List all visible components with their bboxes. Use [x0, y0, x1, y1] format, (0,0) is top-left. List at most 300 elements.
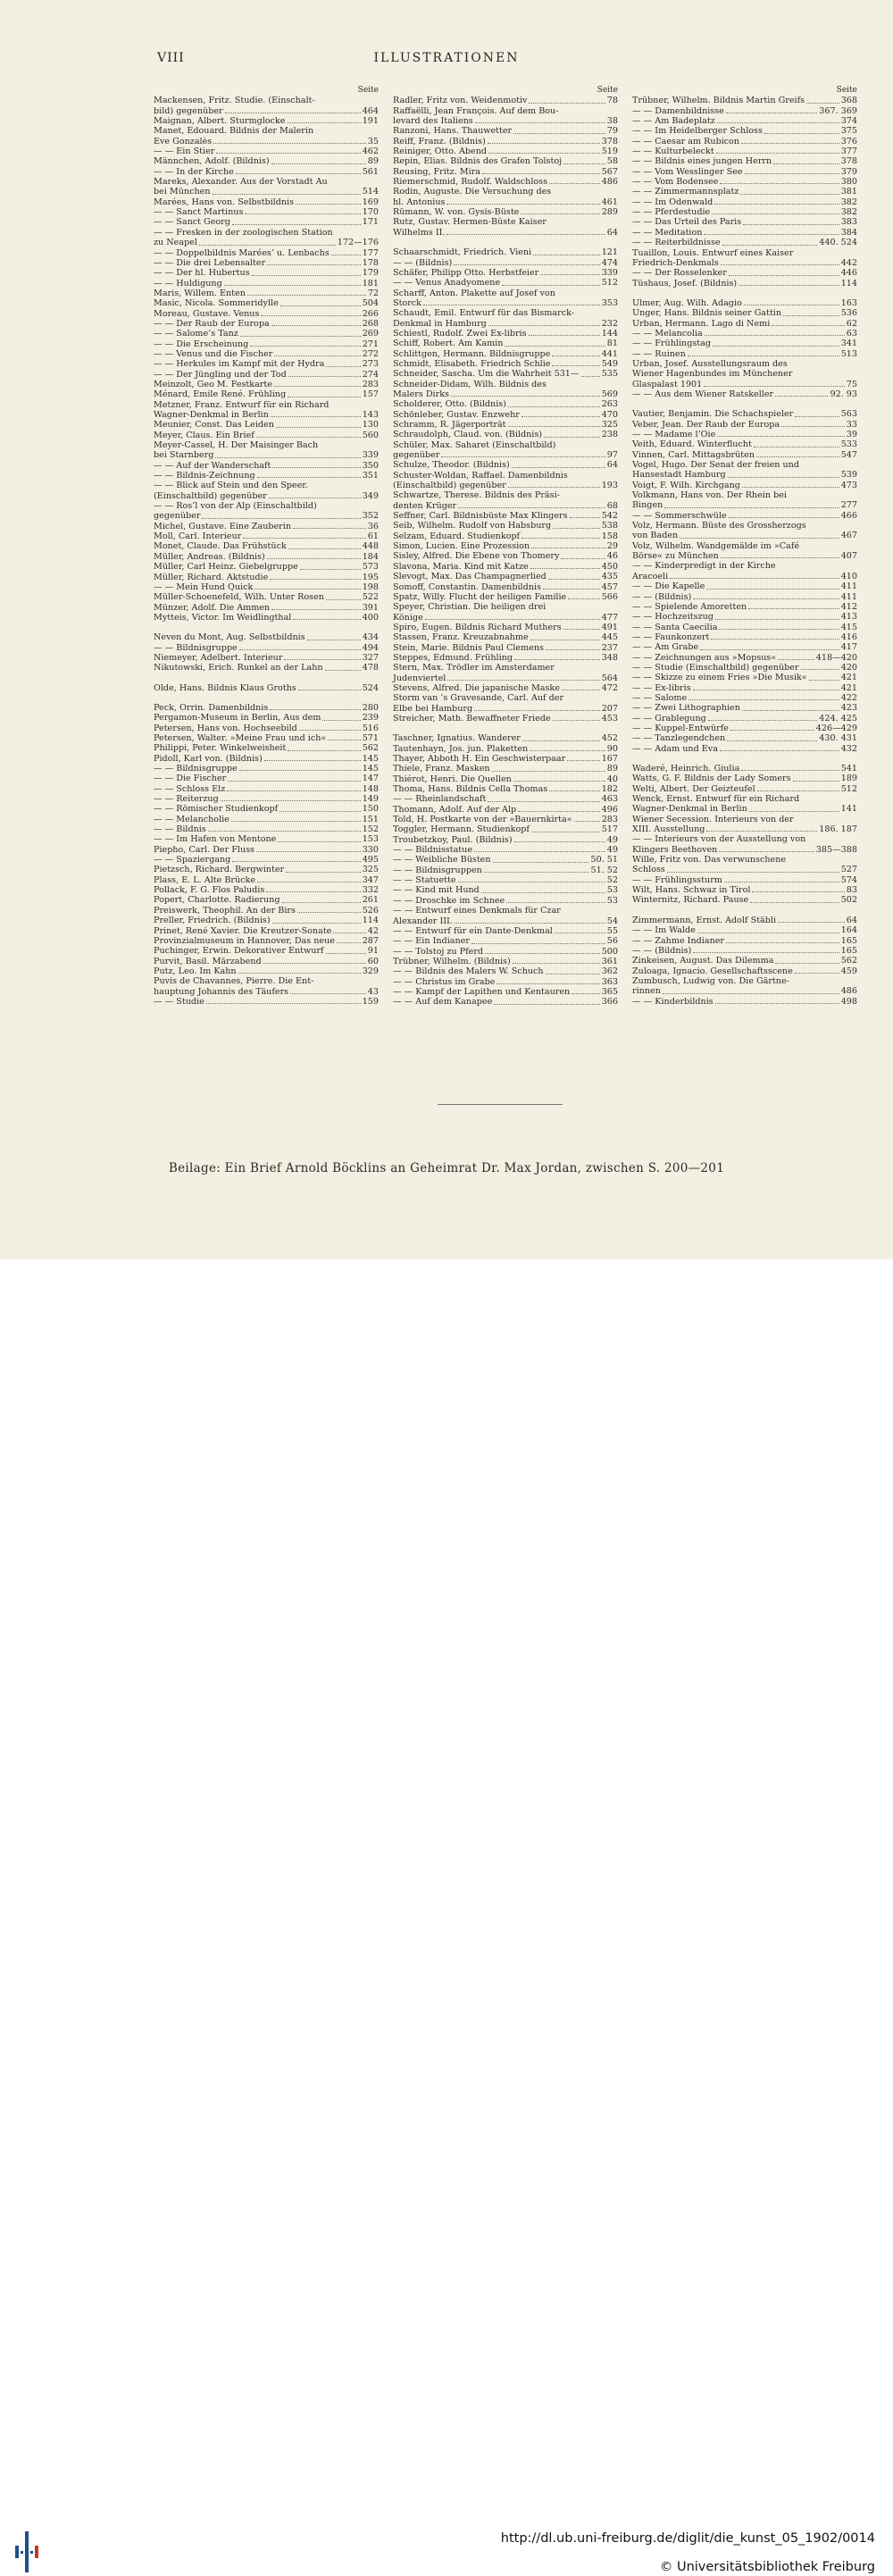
index-entry: [393, 521, 618, 531]
index-entry: [154, 794, 379, 804]
index-entry: [154, 531, 379, 541]
entry-page: 491: [601, 622, 618, 632]
entry-page: 280: [362, 702, 379, 713]
section-gap: [154, 693, 379, 703]
index-entry: [154, 268, 379, 278]
entry-title: — — Bildnis des Malers W. Schuch: [393, 966, 544, 977]
entry-title: hl. Antonius: [393, 197, 446, 207]
index-entry: [393, 369, 618, 379]
entry-title: Schmidt, Elisabeth. Friedrich Schlie: [393, 358, 551, 369]
entry-title: Storck: [393, 297, 421, 308]
leader-dots: [502, 285, 600, 286]
entry-title: von Baden: [632, 531, 679, 541]
entry-page: 526: [362, 905, 379, 916]
index-entry: [393, 177, 618, 187]
entry-page: 363: [601, 976, 618, 987]
entry-page: 261: [362, 895, 379, 906]
index-entry: [632, 197, 857, 207]
leader-dots: [425, 619, 600, 620]
leader-dots: [494, 1004, 599, 1005]
entry-page: 263: [601, 399, 618, 410]
entry-page: 89: [367, 156, 379, 167]
leader-dots: [482, 173, 600, 174]
library-logo-icon: [13, 2528, 40, 2576]
index-entry: [393, 875, 618, 885]
entry-page: 462: [362, 146, 379, 157]
entry-title: — — Spaziergang: [154, 855, 231, 866]
entry-title: Wilhelms II.: [393, 227, 446, 238]
entry-title: — — Ein Indianer: [393, 936, 470, 947]
leader-dots: [705, 335, 845, 336]
entry-title: Thoma, Hans. Bildnis Cella Thomas: [393, 784, 548, 795]
entry-title: — — (Bildnis): [632, 591, 692, 602]
entry-page: 426—429: [815, 723, 857, 733]
entry-page: 145: [362, 764, 379, 774]
entry-title: — — Vom Wesslinger See: [632, 166, 743, 177]
entry-page: 411: [840, 591, 857, 602]
entry-title: — — Venus und die Fischer: [154, 348, 273, 359]
index-entry: [632, 481, 857, 490]
entry-title: Volkmann, Hans von. Der Rhein bei: [632, 490, 787, 501]
entry-title: — — Hochzeitszug: [632, 612, 714, 623]
entry-title: rinnen: [632, 986, 661, 997]
index-entry: [154, 400, 379, 410]
entry-title: Popert, Charlotte. Radierung: [154, 895, 280, 906]
entry-title: — — In der Kirche: [154, 166, 234, 177]
entry-title: — — Aus dem Wiener Ratskeller: [632, 389, 774, 399]
index-entry: [632, 936, 857, 946]
entry-title: Wille, Fritz von. Das verwunschene: [632, 855, 787, 866]
entry-page: 54: [606, 916, 618, 926]
entry-page: 164: [840, 925, 857, 936]
leader-dots: [238, 973, 361, 974]
leader-dots: [284, 659, 360, 660]
page-title: ILLUSTRATIONEN: [373, 51, 520, 65]
leader-dots: [488, 325, 600, 326]
leader-dots: [783, 315, 839, 316]
leader-dots: [288, 548, 361, 549]
entry-page: 92. 93: [830, 389, 857, 399]
entry-page: 151: [362, 814, 379, 824]
entry-title: Taschner, Ignatius. Wanderer: [393, 733, 521, 744]
entry-page: 64: [606, 227, 618, 238]
source-url[interactable]: http://dl.ub.uni-freiburg.de/diglit/die_kunst_05_1902/0014: [500, 2531, 875, 2546]
entry-title: Repin, Elias. Bildnis des Grafen Tolstoj: [393, 156, 563, 167]
entry-title: — — Spielende Amoretten: [632, 601, 747, 612]
entry-title: — — Sommerschwüle: [632, 510, 727, 521]
entry-page: 375: [840, 126, 857, 137]
index-entry: [632, 116, 857, 126]
entry-page: 377: [840, 146, 857, 157]
leader-dots: [506, 902, 605, 903]
entry-title: — — Entwurf eines Denkmals für Czar: [393, 906, 561, 916]
section-gap: [632, 754, 857, 764]
index-entry: [632, 359, 857, 369]
divider-rule: [438, 1104, 563, 1105]
entry-page: 561: [362, 166, 379, 177]
index-entry: [154, 885, 379, 895]
entry-page: 272: [362, 348, 379, 359]
index-entry: [154, 764, 379, 774]
entry-title: — — Ros’l von der Alp (Einschaltbild): [154, 501, 317, 512]
entry-title: — — Der Jüngling und der Tod: [154, 369, 287, 380]
entry-page: 63: [846, 328, 857, 339]
leader-dots: [216, 153, 360, 154]
entry-title: — — Adam und Eva: [632, 743, 718, 754]
entry-title: Schiff, Robert. Am Kamin: [393, 339, 504, 349]
entry-page: 379: [840, 166, 857, 177]
entry-title: — — Auf der Wanderschaft: [154, 460, 271, 471]
index-entry: [154, 126, 379, 136]
entry-title: Glaspalast 1901: [632, 379, 703, 389]
index-entry: [632, 925, 857, 935]
entry-page: 232: [601, 318, 618, 329]
entry-page: 38: [606, 116, 618, 127]
entry-title: Judenviertel: [393, 673, 446, 683]
entry-title: Scholderer, Otto. (Bildnis): [393, 399, 506, 410]
entry-title: — — Zimmermannsplatz: [632, 187, 739, 197]
index-entry: [632, 703, 857, 713]
leader-dots: [271, 609, 360, 610]
entry-page: 376: [840, 136, 857, 146]
entry-page: 90: [606, 743, 618, 754]
entry-title: Moreau, Gustave. Venus: [154, 308, 260, 319]
index-entry: [393, 278, 618, 288]
entry-page: 53: [606, 885, 618, 896]
entry-page: 177: [362, 247, 379, 258]
entry-page: 191: [362, 116, 379, 127]
entry-page: 542: [601, 511, 618, 522]
index-entry: [154, 997, 379, 1007]
entry-title: bild) gegenüber: [154, 105, 223, 116]
copyright-notice: © Universitätsbibliothek Freiburg: [659, 2560, 875, 2574]
leader-dots: [739, 285, 839, 286]
entry-page: 496: [601, 804, 618, 815]
leader-dots: [508, 487, 600, 488]
leader-dots: [213, 143, 366, 144]
entry-title: Zinkeisen, August. Das Dilemma: [632, 956, 774, 966]
entry-title: — — Im Walde: [632, 925, 696, 936]
entry-page: 421: [840, 673, 857, 683]
entry-title: — — Bildnisgruppe: [154, 764, 238, 774]
leader-dots: [261, 315, 360, 316]
entry-page: 494: [362, 642, 379, 653]
entry-title: Schuster-Woldan, Raffael. Damenbildnis: [393, 470, 568, 481]
entry-page: 418—420: [815, 652, 857, 663]
entry-page: 446: [840, 268, 857, 279]
entry-page: 517: [601, 824, 618, 835]
entry-title: Selzam, Eduard. Studienkopf: [393, 531, 521, 541]
entry-title: Friedrich-Denkmals: [632, 257, 719, 268]
entry-title: Petersen, Hans von. Hochseebild: [154, 723, 297, 733]
index-entry: [154, 431, 379, 440]
index-entry: [632, 997, 857, 1007]
leader-dots: [778, 659, 814, 660]
index-entry: [632, 279, 857, 289]
leader-dots: [325, 670, 361, 671]
entry-page: 266: [362, 308, 379, 319]
index-entry: [632, 723, 857, 733]
entry-title: Reusing, Fritz. Mira: [393, 166, 481, 177]
index-entry: [393, 420, 618, 430]
index-entry: [393, 319, 618, 329]
leader-dots: [446, 234, 605, 235]
leader-dots: [286, 872, 361, 873]
entry-page: 97: [606, 450, 618, 461]
entry-title: — — Weibliche Büsten: [393, 855, 491, 866]
entry-page: 179: [362, 268, 379, 279]
entry-title: Rutz, Gustav. Hermen-Büste Kaiser: [393, 217, 547, 228]
index-entry: [393, 855, 618, 865]
entry-page: 519: [601, 146, 618, 157]
entry-page: 569: [601, 389, 618, 399]
entry-title: — — Madame l’Oie: [632, 430, 716, 439]
entry-title: Puchinger, Erwin. Dekorativer Entwurf: [154, 946, 324, 957]
index-entry: [393, 794, 618, 804]
index-entry: [154, 723, 379, 733]
index-entry: [632, 146, 857, 156]
index-entry: [154, 865, 379, 874]
leader-dots: [716, 153, 839, 154]
leader-dots: [714, 204, 839, 205]
entry-title: — — Ex-libris: [632, 682, 691, 693]
entry-page: 407: [840, 551, 857, 562]
entry-page: 114: [840, 278, 857, 289]
index-entry: [393, 217, 618, 227]
index-entry: [154, 946, 379, 956]
entry-title: Volz, Hermann. Büste des Grossherzogs: [632, 521, 806, 531]
entry-page: 385—388: [815, 844, 857, 855]
leader-dots: [337, 942, 361, 943]
leader-dots: [720, 183, 839, 184]
leader-dots: [713, 346, 839, 347]
entry-title: Slavona, Maria. Kind mit Katze: [393, 561, 529, 572]
entry-page: 434: [362, 632, 379, 643]
index-entry: [154, 309, 379, 319]
entry-page: 549: [601, 358, 618, 369]
entry-page: 533: [840, 439, 857, 450]
index-entry: [393, 268, 618, 278]
entry-title: Raffaëlli, Jean François. Auf dem Bou-: [393, 105, 559, 116]
index-entry: [154, 349, 379, 359]
index-entry: [154, 410, 379, 420]
entry-page: 238: [601, 430, 618, 440]
index-entry: [393, 308, 618, 318]
leader-dots: [513, 963, 600, 964]
leader-dots: [809, 680, 839, 681]
leader-dots: [572, 993, 599, 994]
leader-dots: [728, 477, 839, 478]
index-entry: [632, 632, 857, 642]
leader-dots: [488, 801, 599, 802]
entry-page: 339: [362, 450, 379, 461]
entry-page: 365: [601, 986, 618, 997]
entry-title: — — Droschke im Schnee: [393, 895, 505, 906]
leader-dots: [726, 942, 839, 943]
entry-page: 325: [601, 420, 618, 430]
entry-page: 274: [362, 369, 379, 380]
entry-title: Reiniger, Otto. Abend: [393, 146, 488, 157]
entry-page: 165: [840, 945, 857, 956]
entry-page: 50. 51: [590, 855, 618, 866]
entry-page: 72: [367, 288, 379, 298]
entry-title: Preller, Friedrich. (Bildnis): [154, 916, 271, 926]
entry-page: 477: [601, 612, 618, 623]
index-entry: [393, 916, 618, 926]
entry-page: 473: [840, 480, 857, 490]
entry-page: 466: [840, 510, 857, 521]
index-entry: [154, 116, 379, 126]
entry-page: 567: [601, 166, 618, 177]
entry-page: 237: [601, 642, 618, 653]
entry-page: 79: [606, 126, 618, 137]
entry-title: — — Huldigung: [154, 278, 222, 289]
entry-page: 416: [840, 631, 857, 642]
leader-dots: [488, 143, 600, 144]
entry-title: — — Interieurs von der Ausstellung von: [632, 834, 806, 845]
entry-title: Peck, Orrin. Damenbildnis: [154, 702, 269, 713]
index-entry: [154, 855, 379, 865]
entry-page: 42: [367, 925, 379, 936]
leader-dots: [446, 204, 599, 205]
leader-dots: [521, 213, 599, 214]
entry-title: Sisley, Alfred. Die Ebene von Thomery: [393, 551, 560, 562]
leader-dots: [711, 639, 839, 640]
index-entry: [393, 653, 618, 663]
entry-title: Schraudolph, Claud. von. (Bildnis): [393, 430, 543, 440]
leader-dots: [227, 790, 360, 791]
entry-title: Schulze, Theodor. (Bildnis): [393, 460, 510, 471]
entry-title: Pergamon-Museum in Berlin, Aus dem: [154, 713, 321, 723]
leader-dots: [518, 811, 600, 812]
index-entry: [632, 369, 857, 379]
index-entry: [393, 643, 618, 653]
index-entry: [154, 217, 379, 227]
leader-dots: [274, 355, 360, 356]
index-entry: [393, 673, 618, 683]
index-entry: [393, 733, 618, 743]
entry-title: Welti, Albert. Der Geizteufel: [632, 783, 755, 794]
entry-title: Piepho, Carl. Der Fluss: [154, 844, 255, 855]
entry-page: 382: [840, 207, 857, 218]
leader-dots: [772, 325, 845, 326]
index-entry: [154, 834, 379, 844]
entry-title: Zimmermann, Ernst. Adolf Stäbli: [632, 915, 777, 925]
index-entry: [632, 248, 857, 258]
entry-title: Schönleber, Gustav. Enzwehr: [393, 409, 520, 420]
entry-title: Maris, Willem. Enten: [154, 288, 246, 298]
entry-title: Manet, Edouard. Bildnis der Malerin: [154, 126, 314, 137]
index-entry: [632, 126, 857, 136]
index-entry: [393, 835, 618, 845]
leader-dots: [485, 953, 600, 954]
leader-dots: [250, 346, 360, 347]
leader-dots: [441, 456, 605, 457]
leader-dots: [727, 740, 817, 741]
leader-dots: [508, 406, 600, 407]
entry-page: 36: [367, 521, 379, 531]
entry-page: 332: [362, 885, 379, 896]
entry-page: 352: [362, 511, 379, 522]
index-entry: [154, 197, 379, 207]
entry-page: 171: [362, 217, 379, 228]
entry-title: — — Bildnis eines jungen Herrn: [632, 156, 772, 167]
entry-title: (Einschaltbild) gegenüber: [154, 490, 267, 501]
index-entry: [393, 247, 618, 257]
leader-dots: [271, 416, 361, 417]
entry-title: Urban, Hermann. Lago di Nemi: [632, 318, 771, 329]
entry-page: 566: [601, 591, 618, 602]
entry-page: 562: [362, 743, 379, 754]
entry-page: 368: [840, 96, 857, 106]
index-entry: [393, 764, 618, 774]
index-entry: [154, 298, 379, 308]
entry-page: 143: [362, 410, 379, 420]
leader-dots: [280, 305, 361, 306]
entry-title: Preiswerk, Theophil. An der Birs: [154, 905, 296, 916]
entry-page: 452: [601, 733, 618, 744]
index-entry: [154, 824, 379, 834]
index-entry: [154, 815, 379, 824]
entry-page: 415: [840, 622, 857, 632]
entry-title: — — Sanct Martinus: [154, 207, 244, 218]
entry-page: 75: [846, 379, 857, 389]
entry-title: — — Doppelbildnis Marées’ u. Lenbachs: [154, 247, 330, 258]
index-entry: [154, 359, 379, 369]
entry-title: — — Auf dem Kanapee: [393, 997, 493, 1008]
index-entry: [632, 541, 857, 551]
leader-dots: [213, 194, 361, 195]
index-entry: [393, 926, 618, 936]
entry-title: Urban, Josef. Ausstellungsraum des: [632, 358, 788, 369]
entry-title: — — Das Urteil des Paris: [632, 217, 742, 228]
entry-title: Monet, Claude. Das Frühstück: [154, 541, 287, 552]
leader-dots: [748, 608, 839, 609]
entry-title: Könige: [393, 612, 423, 623]
leader-dots: [568, 598, 599, 599]
entry-page: 130: [362, 420, 379, 431]
index-entry: [154, 895, 379, 905]
entry-title: Moll, Carl. Interieur: [154, 531, 242, 542]
index-entry: [393, 167, 618, 177]
entry-page: 539: [840, 470, 857, 481]
index-entry: [154, 936, 379, 946]
entry-page: 29: [606, 541, 618, 552]
index-entry: [632, 784, 857, 794]
entry-title: Maignan, Albert. Sturmglocke: [154, 116, 286, 127]
entry-title: — — Am Badeplatz: [632, 116, 715, 127]
index-entry: [154, 187, 379, 197]
entry-page: 273: [362, 359, 379, 370]
entry-page: 150: [362, 804, 379, 815]
entry-title: Pidoll, Karl von. (Bildnis): [154, 753, 263, 764]
entry-title: — — Frühlingssturm: [632, 874, 722, 885]
index-entry: [154, 784, 379, 794]
leader-dots: [553, 528, 600, 529]
index-entry: [393, 966, 618, 976]
entry-title: XIII. Ausstellung: [632, 824, 705, 835]
entry-title: Pollack, F. G. Flos Paludis: [154, 885, 265, 896]
entry-title: — — Ruinen: [632, 348, 686, 359]
entry-page: 400: [362, 612, 379, 623]
entry-page: 457: [601, 581, 618, 592]
entry-title: — — Blick auf Stein und den Speer.: [154, 481, 308, 491]
leader-dots: [749, 811, 839, 812]
index-entry: [632, 733, 857, 743]
entry-page: 430. 431: [819, 733, 857, 744]
leader-dots: [243, 538, 366, 539]
index-entry: [632, 177, 857, 187]
